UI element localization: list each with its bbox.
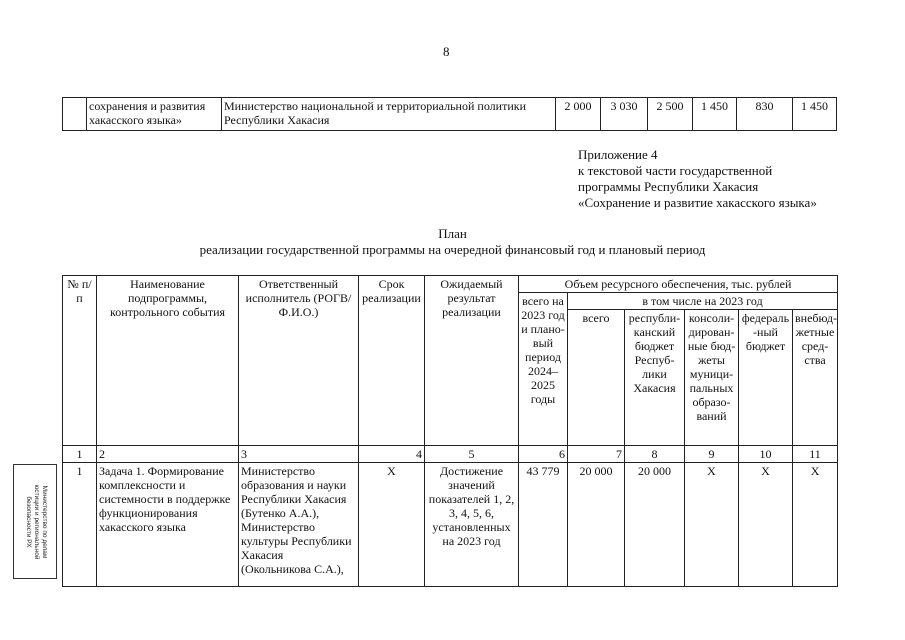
- page-number: 8: [443, 44, 450, 59]
- header-total-period: всего на 2023 год и плано-вый период 2024–2025 годы: [519, 293, 568, 446]
- cell-value: 2 500: [648, 98, 693, 131]
- plan-subtitle: реализации государственной программы на очередной финансовый год и плановый период: [199, 242, 706, 257]
- header-row: [63, 276, 838, 293]
- header-volume: Объем ресурсного обеспечения, тыс. рублей: [519, 276, 838, 293]
- appendix-line: программы Республики Хакасия: [578, 179, 759, 194]
- appendix-block: [578, 147, 898, 211]
- header-municipal: консоли-дирован-ные бюд-жеты муници-пальных образо-ваний: [685, 310, 739, 446]
- row-term: X: [359, 463, 425, 587]
- header-federal: федераль -ный бюджет: [739, 310, 793, 446]
- appendix-line: «Сохранение и развитие хакасского языка»: [578, 195, 817, 210]
- cell-name: сохранения и развития хакасского языка»: [87, 98, 222, 131]
- header-republic: республи-канский бюджет Респуб-лики Хакасия: [625, 310, 685, 446]
- column-number: 1: [63, 446, 97, 463]
- header-extra: внебюд-жетные сред-ства: [793, 310, 838, 446]
- cell-value: 1 450: [793, 98, 837, 131]
- row-executor: Министерство образования и науки Республики Хакасия (Бутенко А.А.), Министерство культуры Республики Хакасия (Окольникова С.А.),: [239, 463, 359, 587]
- header-num: № п/п: [63, 276, 97, 446]
- column-number-row: [63, 446, 838, 463]
- row-result: Достижение значений показателей 1, 2, 3, 4, 5, 6, установленных на 2023 год: [425, 463, 519, 587]
- column-number: 7: [568, 446, 625, 463]
- header-incl-2023: в том числе на 2023 год: [568, 293, 838, 310]
- header-term: Срок реализации: [359, 276, 425, 446]
- cell-value: 2 000: [556, 98, 601, 131]
- row-federal: X: [739, 463, 793, 587]
- appendix-line: Приложение 4: [578, 147, 658, 162]
- row-extra: X: [793, 463, 838, 587]
- column-number: 10: [739, 446, 793, 463]
- continuation-row: [63, 98, 837, 131]
- column-number: 5: [425, 446, 519, 463]
- column-number: 2: [97, 446, 239, 463]
- row-republic: 20 000: [625, 463, 685, 587]
- header-name: Наименование подпрограммы, контрольного события: [97, 276, 239, 446]
- plan-table: [62, 275, 838, 587]
- column-number: 3: [239, 446, 359, 463]
- column-number: 4: [359, 446, 425, 463]
- column-number: 6: [519, 446, 568, 463]
- cell-num: [63, 98, 87, 131]
- appendix-line: к текстовой части государственной: [578, 163, 773, 178]
- row-num: 1: [63, 463, 97, 587]
- plan-title: План: [438, 226, 467, 241]
- header-result: Ожидаемый результат реализации: [425, 276, 519, 446]
- cell-value: 1 450: [693, 98, 737, 131]
- row-total: 20 000: [568, 463, 625, 587]
- column-number: 9: [685, 446, 739, 463]
- row-name: Задача 1. Формирование комплексности и системности в поддержке функционирования хакасского языка: [97, 463, 239, 587]
- column-number: 8: [625, 446, 685, 463]
- header-total: всего: [568, 310, 625, 446]
- stamp-text: Министерство по делам юстиции и региональной безопасности РХ: [25, 484, 48, 560]
- column-number: 11: [793, 446, 838, 463]
- header-executor: Ответственный исполнитель (РОГВ/Ф.И.О.): [239, 276, 359, 446]
- registration-stamp: [13, 464, 57, 579]
- table-row: [63, 463, 838, 587]
- row-municipal: X: [685, 463, 739, 587]
- cell-value: 3 030: [601, 98, 648, 131]
- row-total-period: 43 779: [519, 463, 568, 587]
- cell-executor: Министерство национальной и территориальной политики Республики Хакасия: [222, 98, 556, 131]
- cell-value: 830: [737, 98, 793, 131]
- continuation-table: [62, 97, 837, 131]
